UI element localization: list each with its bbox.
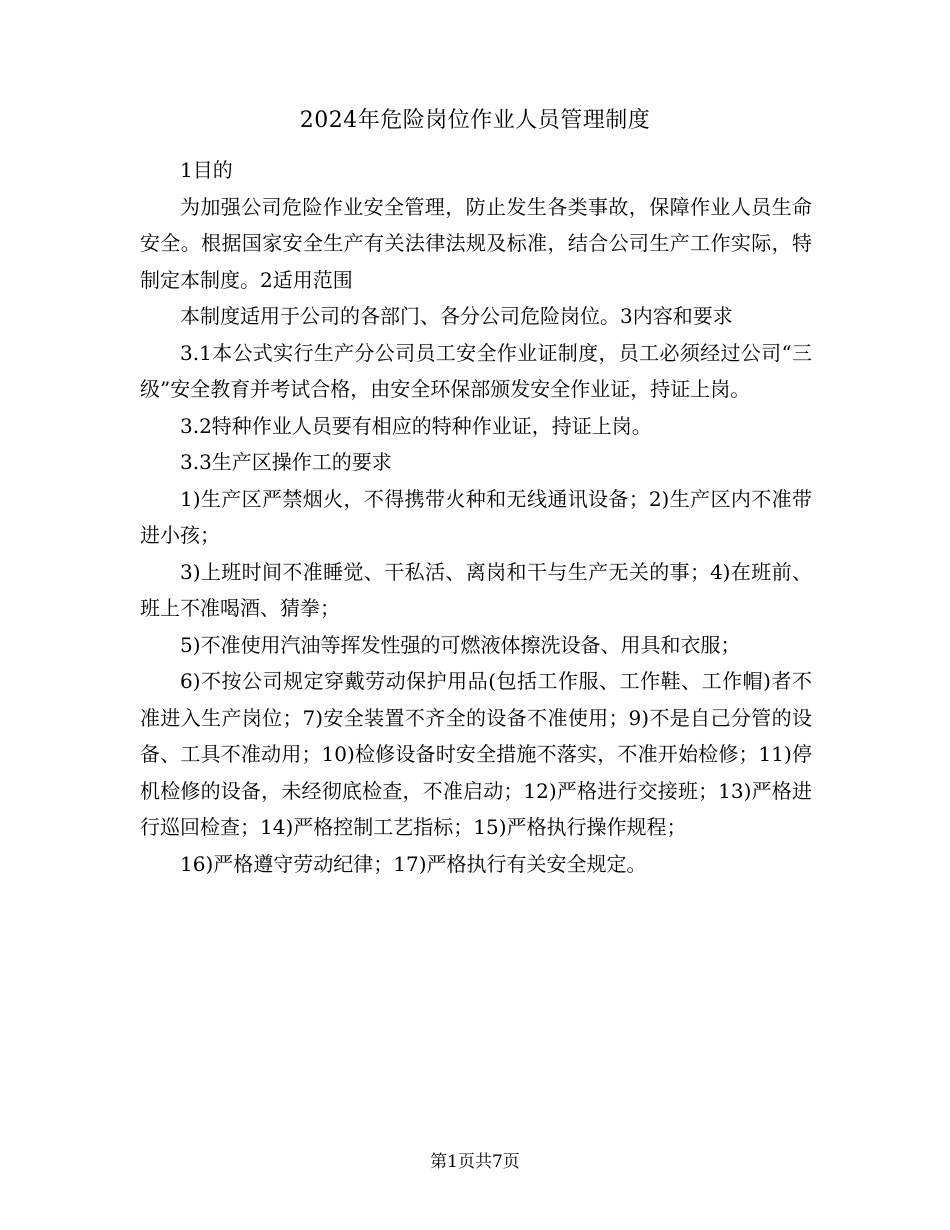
paragraph-purpose: 为加强公司危险作业安全管理，防止发生各类事故，保障作业人员生命安全。根据国家安全生产有关法律法规及标准，结合公司生产工作实际，特制定本制度。2适用范围 — [140, 194, 812, 292]
page-number: 第1页共7页 — [430, 1152, 520, 1172]
paragraph-rules-16-17: 16)严格遵守劳动纪律；17)严格执行有关安全规定。 — [180, 851, 647, 876]
paragraph-rules-3-4: 3)上班时间不准睡觉、干私活、离岗和干与生产无关的事；4)在班前、班上不准喝酒、猜拳； — [140, 559, 812, 620]
document-title: 2024年危险岗位作业人员管理制度 — [299, 108, 651, 133]
paragraph-rules-1-2: 1)生产区严禁烟火，不得携带火种和无线通讯设备；2)生产区内不准带进小孩； — [140, 486, 812, 547]
paragraph-rules-6-15: 6)不按公司规定穿戴劳动保护用品(包括工作服、工作鞋、工作帽)者不准进入生产岗位；7)安全装置不齐全的设备不准使用；9)不是自己分管的设备、工具不准动用；10)检修设备时安全措施不落实，不准开始检修；11)停机检修的设备，未经彻底检查，不准启动；12)严格进行交接班；13)严格进行巡回检查；14)严格控制工艺指标；15)严格执行操作规程； — [140, 669, 812, 839]
paragraph-rule-5: 5)不准使用汽油等挥发性强的可燃液体擦洗设备、用具和衣服； — [180, 632, 741, 657]
paragraph-purpose-heading: 1目的 — [180, 158, 233, 182]
paragraph-3-1: 3.1本公式实行生产分公司员工安全作业证制度，员工必须经过公司“三级”安全教育并考试合格，由安全环保部颁发安全作业证，持证上岗。 — [140, 340, 812, 401]
paragraph-3-2: 3.2特种作业人员要有相应的特种作业证，持证上岗。 — [180, 413, 652, 438]
paragraph-scope: 本制度适用于公司的各部门、各分公司危险岗位。3内容和要求 — [180, 304, 733, 328]
paragraph-3-3-heading: 3.3生产区操作工的要求 — [180, 450, 392, 474]
document-body — [140, 152, 812, 882]
